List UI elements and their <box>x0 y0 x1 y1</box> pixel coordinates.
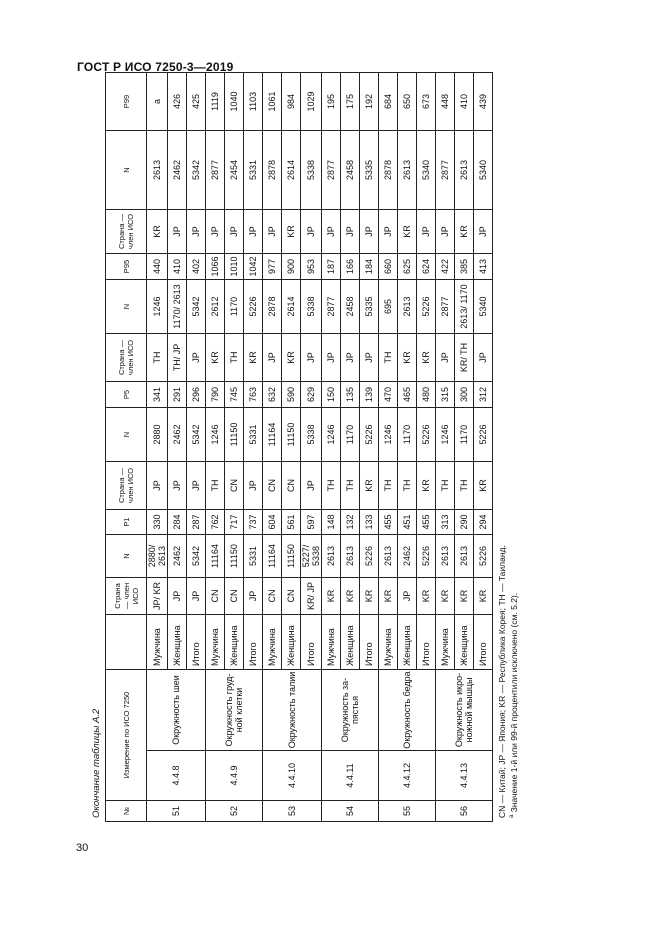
measure-code: 4.4.10 <box>263 751 322 801</box>
p5-cell: 300 <box>455 382 474 408</box>
n-2-cell: 5342 <box>187 408 206 462</box>
country-1-cell: CN <box>263 578 282 615</box>
row-number: 55 <box>379 801 436 822</box>
row-number: 54 <box>322 801 379 822</box>
sex-cell: Женщина <box>225 615 244 670</box>
col-country-3: Страна — член ИСО <box>106 334 147 382</box>
n-4-cell: 5335 <box>360 131 379 210</box>
n-2-cell: 11150 <box>282 408 301 462</box>
country-2-cell: JP <box>187 462 206 510</box>
country-3-cell: JP <box>360 334 379 382</box>
p5-cell: 291 <box>168 382 187 408</box>
p99-cell: 650 <box>398 73 417 131</box>
p1-cell: 597 <box>301 510 322 535</box>
country-2-cell: JP <box>147 462 168 510</box>
country-2-cell: CN <box>282 462 301 510</box>
n-2-cell: 11164 <box>263 408 282 462</box>
p5-cell: 312 <box>474 382 493 408</box>
col-p95: P95 <box>106 254 147 280</box>
p95-cell: 166 <box>341 254 360 280</box>
n-1-cell: 5226 <box>417 535 436 578</box>
country-3-cell: JP <box>474 334 493 382</box>
n-3-cell: 2877 <box>322 280 341 334</box>
n-1-cell: 5227/ 5338 <box>301 535 322 578</box>
country-1-cell: JP/ KR <box>147 578 168 615</box>
col-n-2: N <box>106 408 147 462</box>
col-sex <box>106 615 147 670</box>
col-n-4: N <box>106 131 147 210</box>
country-4-cell: JP <box>322 210 341 254</box>
n-2-cell: 11150 <box>225 408 244 462</box>
country-3-cell: TH <box>379 334 398 382</box>
country-3-cell: JP <box>436 334 455 382</box>
n-2-cell: 5226 <box>417 408 436 462</box>
country-3-cell: KR/ TH <box>455 334 474 382</box>
measure-code: 4.4.9 <box>206 751 263 801</box>
p1-cell: 717 <box>225 510 244 535</box>
country-1-cell: JP <box>168 578 187 615</box>
country-4-cell: JP <box>301 210 322 254</box>
country-1-cell: KR <box>455 578 474 615</box>
measure-name: Окружность икро-ножной мышцы <box>436 670 493 751</box>
p1-cell: 284 <box>168 510 187 535</box>
p99-cell: a <box>147 73 168 131</box>
country-4-cell: KR <box>147 210 168 254</box>
p1-cell: 132 <box>341 510 360 535</box>
n-1-cell: 2613 <box>455 535 474 578</box>
n-3-cell: 5226 <box>417 280 436 334</box>
n-2-cell: 5331 <box>244 408 263 462</box>
p99-cell: 673 <box>417 73 436 131</box>
country-1-cell: KR/ JP <box>301 578 322 615</box>
measure-code: 4.4.12 <box>379 751 436 801</box>
country-1-cell: JP <box>398 578 417 615</box>
p99-cell: 425 <box>187 73 206 131</box>
page-number: 30 <box>76 842 89 854</box>
country-1-cell: JP <box>244 578 263 615</box>
p99-cell: 1103 <box>244 73 263 131</box>
p1-cell: 290 <box>455 510 474 535</box>
country-2-cell: KR <box>474 462 493 510</box>
country-4-cell: JP <box>244 210 263 254</box>
p5-cell: 480 <box>417 382 436 408</box>
country-1-cell: KR <box>474 578 493 615</box>
measure-code: 4.4.8 <box>147 751 206 801</box>
n-4-cell: 2462 <box>168 131 187 210</box>
n-3-cell: 2614 <box>282 280 301 334</box>
country-1-cell: KR <box>360 578 379 615</box>
p1-cell: 287 <box>187 510 206 535</box>
n-4-cell: 2877 <box>436 131 455 210</box>
header-row <box>106 73 147 822</box>
country-legend: CN — Китай; JP — Япония; KR — Республика Корея; TH — Таиланд. <box>497 545 507 818</box>
rotated-table-block <box>88 93 580 822</box>
country-3-cell: JP <box>187 334 206 382</box>
footnote <box>507 93 519 818</box>
p95-cell: 660 <box>379 254 398 280</box>
col-country-2: Страна — член ИСО <box>106 462 147 510</box>
table-notes <box>493 93 519 822</box>
country-2-cell: TH <box>436 462 455 510</box>
col-p5: P5 <box>106 382 147 408</box>
p99-cell: 1061 <box>263 73 282 131</box>
sex-cell: Итого <box>187 615 206 670</box>
n-4-cell: 2454 <box>225 131 244 210</box>
country-2-cell: KR <box>417 462 436 510</box>
p99-cell: 684 <box>379 73 398 131</box>
country-1-cell: CN <box>206 578 225 615</box>
row-number: 53 <box>263 801 322 822</box>
p95-cell: 413 <box>474 254 493 280</box>
country-4-cell: JP <box>187 210 206 254</box>
n-1-cell: 11150 <box>282 535 301 578</box>
country-4-cell: JP <box>168 210 187 254</box>
p5-cell: 135 <box>341 382 360 408</box>
sex-cell: Женщина <box>282 615 301 670</box>
n-1-cell: 11164 <box>263 535 282 578</box>
n-4-cell: 2877 <box>206 131 225 210</box>
n-3-cell: 5226 <box>244 280 263 334</box>
sex-cell: Мужчина <box>263 615 282 670</box>
country-2-cell: TH <box>379 462 398 510</box>
country-2-cell: TH <box>455 462 474 510</box>
n-3-cell: 1246 <box>147 280 168 334</box>
country-4-cell: JP <box>341 210 360 254</box>
n-2-cell: 2462 <box>168 408 187 462</box>
country-3-cell: JP <box>322 334 341 382</box>
document-header: ГОСТ Р ИСО 7250-3—2019 <box>77 60 234 74</box>
n-3-cell: 2613/ 1170 <box>455 280 474 334</box>
sex-cell: Женщина <box>341 615 360 670</box>
p1-cell: 294 <box>474 510 493 535</box>
n-3-cell: 5338 <box>301 280 322 334</box>
n-4-cell: 2877 <box>322 131 341 210</box>
measure-name: Окружность бедра <box>379 670 436 751</box>
n-4-cell: 2613 <box>455 131 474 210</box>
country-3-cell: KR <box>244 334 263 382</box>
measure-name: Окружность талии <box>263 670 322 751</box>
country-4-cell: KR <box>282 210 301 254</box>
n-2-cell: 5226 <box>474 408 493 462</box>
n-3-cell: 2613 <box>398 280 417 334</box>
p1-cell: 604 <box>263 510 282 535</box>
sex-cell: Мужчина <box>436 615 455 670</box>
p1-cell: 133 <box>360 510 379 535</box>
p1-cell: 762 <box>206 510 225 535</box>
sex-cell: Итого <box>301 615 322 670</box>
p99-cell: 1029 <box>301 73 322 131</box>
n-2-cell: 5226 <box>360 408 379 462</box>
country-1-cell: CN <box>282 578 301 615</box>
n-1-cell: 5226 <box>360 535 379 578</box>
p95-cell: 625 <box>398 254 417 280</box>
col-measure: Измерение по ИСО 7250 <box>106 670 147 801</box>
p1-cell: 455 <box>379 510 398 535</box>
p99-cell: 1040 <box>225 73 244 131</box>
p95-cell: 977 <box>263 254 282 280</box>
country-1-cell: KR <box>341 578 360 615</box>
col-country-1: Страна — член ИСО <box>106 578 147 615</box>
p1-cell: 737 <box>244 510 263 535</box>
n-4-cell: 2613 <box>147 131 168 210</box>
table-body <box>147 73 493 822</box>
row-number: 51 <box>147 801 206 822</box>
p5-cell: 629 <box>301 382 322 408</box>
anthropometric-table <box>105 72 493 822</box>
table-row <box>206 73 225 822</box>
country-4-cell: JP <box>225 210 244 254</box>
p95-cell: 410 <box>168 254 187 280</box>
measure-name: Окружность шеи <box>147 670 206 751</box>
sex-cell: Женщина <box>455 615 474 670</box>
table-row <box>263 73 282 822</box>
p95-cell: 1010 <box>225 254 244 280</box>
sex-cell: Женщина <box>398 615 417 670</box>
footnote-mark: a <box>509 814 515 818</box>
sex-cell: Итого <box>474 615 493 670</box>
country-4-cell: JP <box>360 210 379 254</box>
n-3-cell: 1170 <box>225 280 244 334</box>
p99-cell: 426 <box>168 73 187 131</box>
col-p1: P1 <box>106 510 147 535</box>
n-3-cell: 5342 <box>187 280 206 334</box>
country-3-cell: TH <box>225 334 244 382</box>
country-2-cell: JP <box>168 462 187 510</box>
row-number: 56 <box>436 801 493 822</box>
p99-cell: 1119 <box>206 73 225 131</box>
country-4-cell: JP <box>474 210 493 254</box>
p99-cell: 175 <box>341 73 360 131</box>
n-2-cell: 1246 <box>322 408 341 462</box>
p5-cell: 150 <box>322 382 341 408</box>
country-4-cell: KR <box>398 210 417 254</box>
sex-cell: Мужчина <box>379 615 398 670</box>
p1-cell: 313 <box>436 510 455 535</box>
country-2-cell: CN <box>263 462 282 510</box>
country-3-cell: TH/ JP <box>168 334 187 382</box>
country-1-cell: KR <box>379 578 398 615</box>
n-3-cell: 5340 <box>474 280 493 334</box>
p5-cell: 465 <box>398 382 417 408</box>
p99-cell: 410 <box>455 73 474 131</box>
measure-name: Окружность груд-ной клетки <box>206 670 263 751</box>
country-2-cell: JP <box>244 462 263 510</box>
country-2-cell: TH <box>206 462 225 510</box>
p5-cell: 763 <box>244 382 263 408</box>
measure-name: Окружность за-пястья <box>322 670 379 751</box>
p99-cell: 195 <box>322 73 341 131</box>
p5-cell: 590 <box>282 382 301 408</box>
p5-cell: 790 <box>206 382 225 408</box>
n-4-cell: 2614 <box>282 131 301 210</box>
p95-cell: 402 <box>187 254 206 280</box>
n-4-cell: 5338 <box>301 131 322 210</box>
table-row <box>322 73 341 822</box>
n-2-cell: 1170 <box>341 408 360 462</box>
p95-cell: 184 <box>360 254 379 280</box>
country-2-cell: TH <box>398 462 417 510</box>
n-2-cell: 1170 <box>398 408 417 462</box>
col-num: № <box>106 801 147 822</box>
country-2-cell: JP <box>301 462 322 510</box>
col-n-3: N <box>106 280 147 334</box>
n-2-cell: 2880 <box>147 408 168 462</box>
n-4-cell: 5340 <box>474 131 493 210</box>
p99-cell: 439 <box>474 73 493 131</box>
n-4-cell: 2458 <box>341 131 360 210</box>
country-1-cell: KR <box>322 578 341 615</box>
n-1-cell: 2880/ 2613 <box>147 535 168 578</box>
country-2-cell: TH <box>341 462 360 510</box>
p5-cell: 745 <box>225 382 244 408</box>
p95-cell: 1042 <box>244 254 263 280</box>
col-country-4: Страна — член ИСО <box>106 210 147 254</box>
p95-cell: 900 <box>282 254 301 280</box>
sex-cell: Итого <box>417 615 436 670</box>
n-1-cell: 2462 <box>398 535 417 578</box>
p95-cell: 624 <box>417 254 436 280</box>
n-1-cell: 2462 <box>168 535 187 578</box>
n-1-cell: 5342 <box>187 535 206 578</box>
table-row <box>147 73 168 822</box>
p95-cell: 187 <box>322 254 341 280</box>
country-1-cell: KR <box>417 578 436 615</box>
p5-cell: 632 <box>263 382 282 408</box>
col-n-1: N <box>106 535 147 578</box>
n-3-cell: 2612 <box>206 280 225 334</box>
sex-cell: Итого <box>360 615 379 670</box>
n-2-cell: 5338 <box>301 408 322 462</box>
country-4-cell: KR <box>455 210 474 254</box>
n-3-cell: 695 <box>379 280 398 334</box>
n-3-cell: 2878 <box>263 280 282 334</box>
measure-code: 4.4.11 <box>322 751 379 801</box>
n-2-cell: 1170 <box>455 408 474 462</box>
p5-cell: 341 <box>147 382 168 408</box>
n-2-cell: 1246 <box>379 408 398 462</box>
country-2-cell: KR <box>360 462 379 510</box>
n-4-cell: 5340 <box>417 131 436 210</box>
country-1-cell: JP <box>187 578 206 615</box>
country-3-cell: KR <box>417 334 436 382</box>
n-1-cell: 2613 <box>322 535 341 578</box>
country-3-cell: JP <box>301 334 322 382</box>
country-4-cell: JP <box>263 210 282 254</box>
p99-cell: 448 <box>436 73 455 131</box>
country-3-cell: KR <box>398 334 417 382</box>
measure-code: 4.4.13 <box>436 751 493 801</box>
country-1-cell: KR <box>436 578 455 615</box>
p1-cell: 451 <box>398 510 417 535</box>
n-3-cell: 1170/ 2613 <box>168 280 187 334</box>
sex-cell: Мужчина <box>322 615 341 670</box>
country-3-cell: KR <box>206 334 225 382</box>
p95-cell: 1066 <box>206 254 225 280</box>
country-3-cell: JP <box>341 334 360 382</box>
col-p99: P99 <box>106 73 147 131</box>
p99-cell: 192 <box>360 73 379 131</box>
country-3-cell: KR <box>282 334 301 382</box>
country-4-cell: JP <box>436 210 455 254</box>
country-4-cell: JP <box>206 210 225 254</box>
country-4-cell: JP <box>417 210 436 254</box>
p95-cell: 953 <box>301 254 322 280</box>
p95-cell: 422 <box>436 254 455 280</box>
n-4-cell: 2878 <box>263 131 282 210</box>
country-1-cell: CN <box>225 578 244 615</box>
n-2-cell: 1246 <box>206 408 225 462</box>
p99-cell: 984 <box>282 73 301 131</box>
country-2-cell: TH <box>322 462 341 510</box>
p1-cell: 148 <box>322 510 341 535</box>
n-1-cell: 2613 <box>341 535 360 578</box>
n-1-cell: 5226 <box>474 535 493 578</box>
country-2-cell: CN <box>225 462 244 510</box>
sex-cell: Мужчина <box>206 615 225 670</box>
n-1-cell: 11164 <box>206 535 225 578</box>
table-caption: Окончание таблицы А.2 <box>91 708 102 818</box>
p5-cell: 296 <box>187 382 206 408</box>
sex-cell: Итого <box>244 615 263 670</box>
p1-cell: 561 <box>282 510 301 535</box>
n-4-cell: 5331 <box>244 131 263 210</box>
row-number: 52 <box>206 801 263 822</box>
sex-cell: Женщина <box>168 615 187 670</box>
n-4-cell: 5342 <box>187 131 206 210</box>
country-3-cell: TH <box>147 334 168 382</box>
n-3-cell: 2458 <box>341 280 360 334</box>
table-head <box>106 73 147 822</box>
n-1-cell: 2613 <box>436 535 455 578</box>
p5-cell: 470 <box>379 382 398 408</box>
sex-cell: Мужчина <box>147 615 168 670</box>
p1-cell: 330 <box>147 510 168 535</box>
n-1-cell: 5331 <box>244 535 263 578</box>
p5-cell: 139 <box>360 382 379 408</box>
n-1-cell: 11150 <box>225 535 244 578</box>
p5-cell: 315 <box>436 382 455 408</box>
n-4-cell: 2878 <box>379 131 398 210</box>
n-3-cell: 5335 <box>360 280 379 334</box>
p95-cell: 440 <box>147 254 168 280</box>
n-3-cell: 2877 <box>436 280 455 334</box>
n-1-cell: 2613 <box>379 535 398 578</box>
n-4-cell: 2613 <box>398 131 417 210</box>
table-row <box>379 73 398 822</box>
country-4-cell: JP <box>379 210 398 254</box>
p95-cell: 385 <box>455 254 474 280</box>
table-row <box>436 73 455 822</box>
p1-cell: 455 <box>417 510 436 535</box>
footnote-text: Значение 1-й или 99-й процентили исключено (см. 5.2). <box>508 592 519 813</box>
country-3-cell: JP <box>263 334 282 382</box>
n-2-cell: 1246 <box>436 408 455 462</box>
